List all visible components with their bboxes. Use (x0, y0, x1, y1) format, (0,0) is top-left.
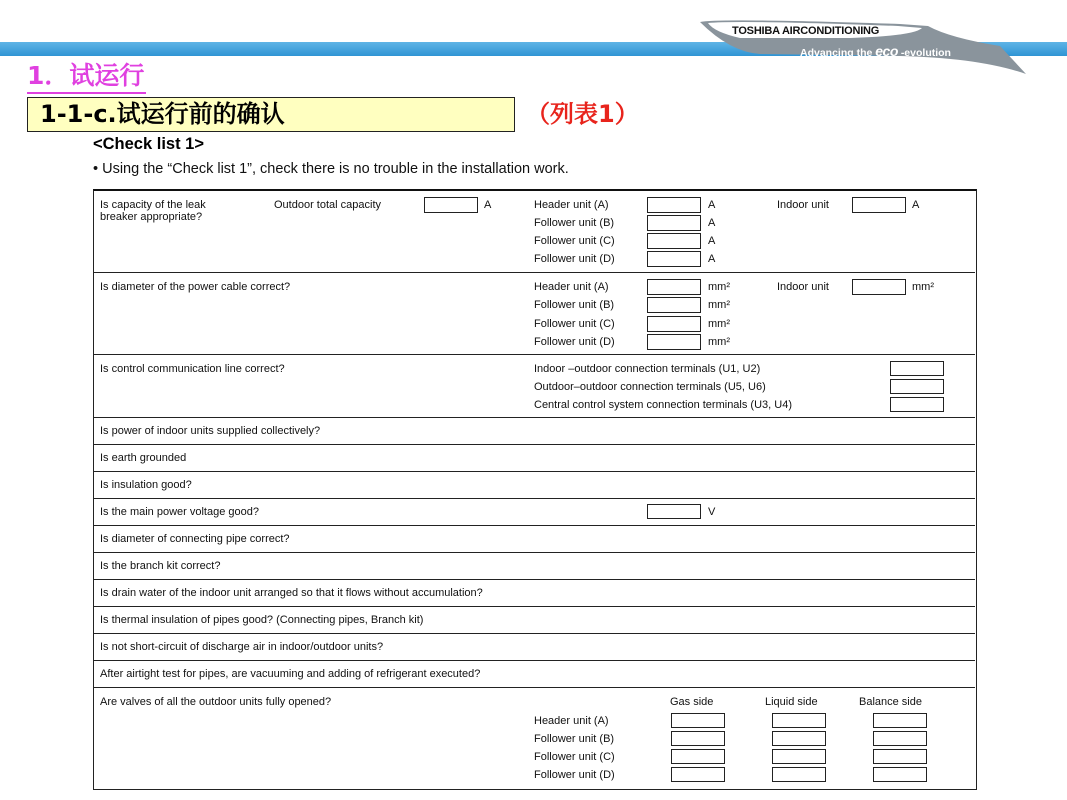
row-branch-kit (94, 553, 975, 580)
follower-d-gas-valve-field[interactable] (671, 767, 725, 782)
question-power-collective: Is power of indoor units supplied collectively? (100, 425, 321, 437)
brand-logo (700, 18, 1030, 76)
question-branch-kit: Is the branch kit correct? (100, 560, 221, 572)
question-leak-breaker-1: Is capacity of the leak (100, 199, 206, 211)
row-control-line (94, 355, 975, 418)
unit-symbol: mm² (708, 336, 730, 348)
indoor-unit-cable-field[interactable] (852, 279, 906, 295)
unit-label: Follower unit (D) (534, 336, 615, 348)
unit-symbol: A (708, 217, 716, 229)
header-balance-valve-field[interactable] (873, 713, 927, 728)
question-insulation: Is insulation good? (100, 479, 192, 491)
header-liquid-valve-field[interactable] (772, 713, 826, 728)
unit-symbol: A (912, 199, 920, 211)
unit-symbol: mm² (708, 318, 730, 330)
outdoor-total-field[interactable] (424, 197, 478, 213)
unit-symbol: mm² (708, 299, 730, 311)
header-gas-valve-field[interactable] (671, 713, 725, 728)
unit-symbol: A (708, 235, 716, 247)
unit-symbol: V (708, 506, 716, 518)
follower-c-balance-valve-field[interactable] (873, 749, 927, 764)
question-thermal-insulation: Is thermal insulation of pipes good? (Connecting pipes, Branch kit) (100, 614, 424, 626)
brand-name: TOSHIBA AIRCONDITIONING (732, 25, 880, 37)
indoor-unit-label: Indoor unit (777, 281, 829, 293)
question-leak-breaker-2: breaker appropriate? (100, 211, 203, 223)
follower-b-cable-field[interactable] (647, 297, 701, 313)
sub-title: 1-1-c.试运行前的确认 (40, 100, 285, 128)
follower-d-capacity-field[interactable] (647, 251, 701, 267)
section-title: 1．试运行 (27, 60, 146, 94)
unit-symbol: A (708, 199, 716, 211)
unit-label: Follower unit (C) (534, 751, 615, 763)
instruction-text: • Using the “Check list 1”, check there is no trouble in the installation work. (93, 161, 569, 177)
unit-label: Follower unit (B) (534, 299, 615, 311)
unit-symbol: mm² (912, 281, 934, 293)
main-voltage-field[interactable] (647, 504, 701, 519)
row-airtight-test (94, 661, 975, 688)
row-main-voltage (94, 499, 975, 526)
follower-d-balance-valve-field[interactable] (873, 767, 927, 782)
brand-tagline: Advancing the eco -evolution (800, 43, 951, 59)
follower-b-gas-valve-field[interactable] (671, 731, 725, 746)
row-valves (94, 688, 975, 788)
outdoor-outdoor-terminal-field[interactable] (890, 379, 944, 394)
question-airtight-test: After airtight test for pipes, are vacuuming and adding of refrigerant executed? (100, 668, 481, 680)
check-list-table (93, 189, 977, 790)
row-power-collective (94, 418, 975, 445)
unit-label: Follower unit (D) (534, 769, 615, 781)
follower-c-capacity-field[interactable] (647, 233, 701, 249)
follower-c-gas-valve-field[interactable] (671, 749, 725, 764)
indoor-unit-capacity-field[interactable] (852, 197, 906, 213)
column-header: Balance side (859, 696, 922, 708)
unit-symbol: A (708, 253, 716, 265)
terminal-label: Central control system connection terminals (U3, U4) (534, 399, 792, 411)
check-list-heading: <Check list 1> (93, 135, 204, 153)
row-pipe-diameter (94, 526, 975, 553)
central-control-terminal-field[interactable] (890, 397, 944, 412)
column-header: Liquid side (765, 696, 818, 708)
row-drain-water (94, 580, 975, 607)
unit-label: Follower unit (B) (534, 217, 615, 229)
header-unit-capacity-field[interactable] (647, 197, 701, 213)
column-header: Gas side (670, 696, 714, 708)
follower-b-capacity-field[interactable] (647, 215, 701, 231)
follower-d-liquid-valve-field[interactable] (772, 767, 826, 782)
sub-title-box (27, 97, 515, 132)
question-drain-water: Is drain water of the indoor unit arranged so that it flows without accumulation? (100, 587, 483, 599)
follower-c-cable-field[interactable] (647, 316, 701, 332)
outdoor-total-label: Outdoor total capacity (274, 199, 382, 211)
unit-label: Header unit (A) (534, 281, 609, 293)
eco-logo: eco (875, 43, 898, 59)
terminal-label: Outdoor–outdoor connection terminals (U5, U6) (534, 381, 766, 393)
header-unit-cable-field[interactable] (647, 279, 701, 295)
row-thermal-insulation (94, 607, 975, 634)
unit-label: Header unit (A) (534, 199, 609, 211)
question-main-voltage: Is the main power voltage good? (100, 506, 259, 518)
unit-symbol: A (484, 199, 492, 211)
indoor-unit-label: Indoor unit (777, 199, 829, 211)
unit-label: Follower unit (C) (534, 235, 615, 247)
question-control-line: Is control communication line correct? (100, 363, 285, 375)
question-power-cable: Is diameter of the power cable correct? (100, 281, 291, 293)
row-leak-breaker (94, 191, 975, 273)
question-pipe-diameter: Is diameter of connecting pipe correct? (100, 533, 290, 545)
unit-label: Follower unit (B) (534, 733, 615, 745)
unit-label: Follower unit (C) (534, 318, 615, 330)
question-short-circuit: Is not short-circuit of discharge air in indoor/outdoor units? (100, 641, 384, 653)
follower-c-liquid-valve-field[interactable] (772, 749, 826, 764)
row-power-cable (94, 273, 975, 355)
row-short-circuit (94, 634, 975, 661)
unit-symbol: mm² (708, 281, 730, 293)
follower-b-liquid-valve-field[interactable] (772, 731, 826, 746)
row-insulation (94, 472, 975, 499)
terminal-label: Indoor –outdoor connection terminals (U1, U2) (534, 363, 761, 375)
unit-label: Header unit (A) (534, 715, 609, 727)
question-earth-grounded: Is earth grounded (100, 452, 187, 464)
question-valves: Are valves of all the outdoor units fully opened? (100, 696, 332, 708)
indoor-outdoor-terminal-field[interactable] (890, 361, 944, 376)
follower-b-balance-valve-field[interactable] (873, 731, 927, 746)
list-label: （列表1） (526, 100, 639, 128)
follower-d-cable-field[interactable] (647, 334, 701, 350)
row-earth-grounded (94, 445, 975, 472)
unit-label: Follower unit (D) (534, 253, 615, 265)
